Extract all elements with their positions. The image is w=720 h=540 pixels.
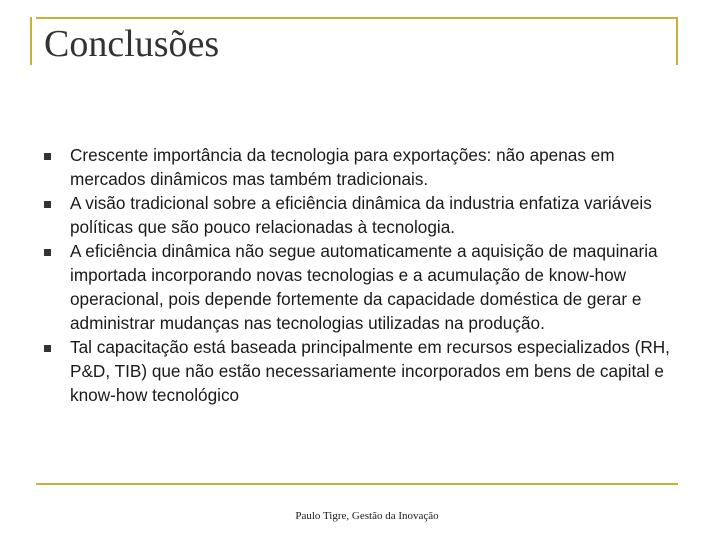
bullet-item: [44, 143, 684, 191]
bullet-text: Tal capacitação está baseada principalmente em recursos especializados (RH, P&D, TIB) que não estão necessariamente incorporados em bens de capital e know-how tecnológico: [70, 337, 670, 405]
bullet-text: A visão tradicional sobre a eficiência dinâmica da industria enfatiza variáveis políticas que são pouco relacionadas à tecnologia.: [70, 193, 652, 237]
bullet-item: [44, 191, 684, 239]
slide-title: Conclusões: [44, 23, 220, 65]
top-rule: [36, 17, 678, 19]
right-rule: [676, 17, 678, 65]
bullet-text: A eficiência dinâmica não segue automaticamente a aquisição de maquinaria importada incorporando novas tecnologias e a acumulação de know-how operacional, pois depende fortemente da capacidade doméstica de gerar e administrar mudanças nas tecnologias utilizadas na produção.: [70, 241, 658, 333]
bullet-list: [44, 143, 684, 407]
left-rule: [30, 17, 32, 65]
bullet-item: [44, 239, 684, 335]
bottom-rule: [36, 483, 678, 485]
footer-credit: Paulo Tigre, Gestão da Inovação: [295, 510, 439, 522]
square-bullet-icon: [44, 191, 70, 215]
bullet-text: Crescente importância da tecnologia para exportações: não apenas em mercados dinâmicos mas também tradicionais.: [70, 145, 615, 189]
bullet-item: [44, 335, 684, 407]
square-bullet-icon: [44, 239, 70, 263]
square-bullet-icon: [44, 143, 70, 167]
square-bullet-icon: [44, 335, 70, 359]
